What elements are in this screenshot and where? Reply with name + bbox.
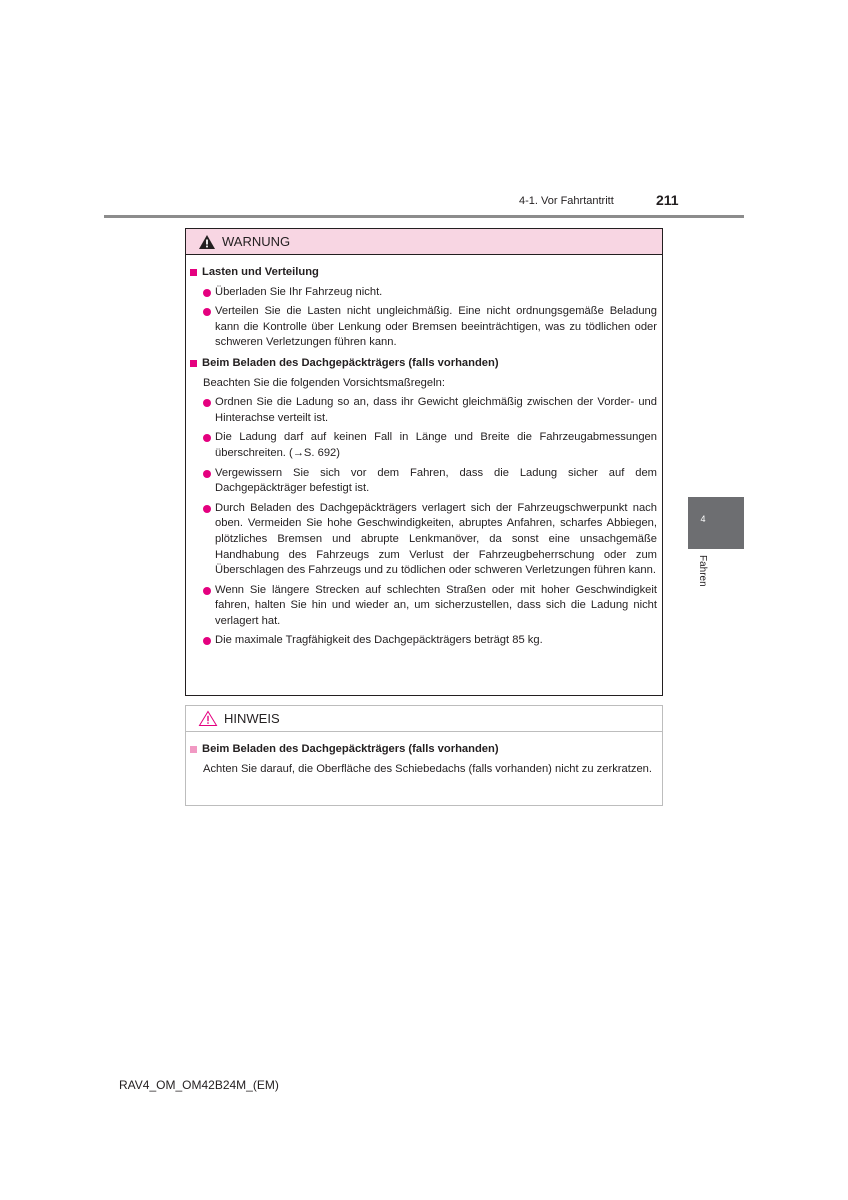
list-item: Durch Beladen des Dachgepäckträgers verlagert sich der Fahrzeugschwerpunkt nach oben. Vermeiden Sie hohe Geschwindigkeiten, abruptes Anfahren, scharfes Abbiegen, plötzliches Bremsen und abrupte Lenkmanöver, da sonst eine unsachgemäße Handhabung des Fahrzeugs zum Verlust der Fahrzeugbeherrschung oder zum Überschlagen des Fahrzeugs und zu tödlichen oder schweren Verletzungen führen kann. [190, 501, 657, 579]
chapter-number: 4 [700, 514, 706, 524]
warning-content [190, 265, 657, 653]
square-bullet-icon [190, 746, 197, 753]
square-bullet-icon [190, 269, 197, 276]
bullet-dot-icon [203, 470, 211, 478]
footer-doc-code: RAV4_OM_OM42B24M_(EM) [119, 1078, 279, 1092]
warning-header [186, 229, 662, 255]
header-rule [104, 215, 744, 218]
section-heading: Beim Beladen des Dachgepäckträgers (falls vorhanden) [190, 742, 657, 758]
bullet-dot-icon [203, 434, 211, 442]
warning-triangle-icon [198, 234, 216, 250]
caution-triangle-outline-icon [198, 710, 218, 727]
chapter-label: Fahren [697, 555, 708, 587]
section-heading: Lasten und Verteilung [190, 265, 657, 281]
list-item: Verteilen Sie die Lasten nicht ungleichmäßig. Eine nicht ordnungsgemäße Beladung kann die Kontrolle über Lenkung oder Bremsen beeinträchtigen, was zu tödlichen oder schweren Verletzungen führen kann. [190, 304, 657, 351]
warning-box [185, 228, 663, 696]
square-bullet-icon [190, 360, 197, 367]
bullet-dot-icon [203, 399, 211, 407]
intro-text: Beachten Sie die folgenden Vorsichtsmaßregeln: [203, 376, 445, 389]
list-item: Ordnen Sie die Ladung so an, dass ihr Gewicht gleichmäßig zwischen der Vorder- und Hinterachse verteilt ist. [190, 395, 657, 426]
note-content [190, 742, 657, 777]
bullet-dot-icon [203, 289, 211, 297]
page-number: 211 [656, 192, 679, 208]
section-heading: Beim Beladen des Dachgepäckträgers (falls vorhanden) [190, 356, 657, 372]
warning-title: WARNUNG [222, 234, 291, 249]
list-item: Wenn Sie längere Strecken auf schlechten Straßen oder mit hoher Geschwindigkeit fahren, halten Sie hin und wieder an, um sicherzustellen, dass sich die Ladung nicht verlagert hat. [190, 583, 657, 630]
list-item: Überladen Sie Ihr Fahrzeug nicht. [190, 285, 657, 301]
bullet-dot-icon [203, 505, 211, 513]
note-text: Achten Sie darauf, die Oberfläche des Schiebedachs (falls vorhanden) nicht zu zerkratzen. [203, 762, 652, 775]
note-header [186, 706, 662, 732]
list-item: Die Ladung darf auf keinen Fall in Länge und Breite die Fahrzeugabmessungen überschreiten. (→S. 692) [190, 430, 657, 461]
note-title: HINWEIS [224, 711, 280, 726]
bullet-dot-icon [203, 587, 211, 595]
note-box [185, 705, 663, 806]
header-section-title: 4-1. Vor Fahrtantritt [519, 195, 614, 207]
list-item: Vergewissern Sie sich vor dem Fahren, dass die Ladung sicher auf dem Dachgepäckträger befestigt ist. [190, 466, 657, 497]
bullet-dot-icon [203, 637, 211, 645]
list-item: Die maximale Tragfähigkeit des Dachgepäckträgers beträgt 85 kg. [190, 633, 657, 649]
chapter-tab [688, 497, 744, 549]
bullet-dot-icon [203, 308, 211, 316]
